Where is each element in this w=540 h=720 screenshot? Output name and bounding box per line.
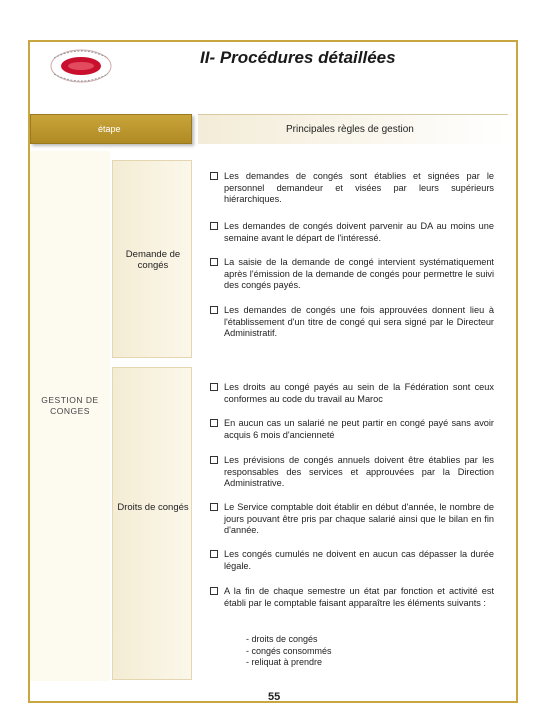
column-header-etape-label: étape — [98, 124, 121, 134]
rule-item: Le Service comptable doit établir en début d'année, le nombre de jours pouvant être pris par chaque salarié ainsi que le bilan en fin d'année. — [210, 502, 494, 537]
checkbox-bullet-icon — [210, 258, 218, 266]
sub-list — [246, 634, 332, 669]
step-cell-demande — [112, 160, 192, 358]
federation-logo — [46, 46, 116, 86]
checkbox-bullet-icon — [210, 503, 218, 511]
column-header-regles-label: Principales règles de gestion — [286, 124, 414, 135]
rule-item: En aucun cas un salarié ne peut partir en congé payé sans avoir acquis 6 mois d'ancienneté — [210, 418, 494, 441]
column-header-regles — [198, 114, 508, 144]
checkbox-bullet-icon — [210, 550, 218, 558]
checkbox-bullet-icon — [210, 383, 218, 391]
rule-item: Les demandes de congés une fois approuvées donnent lieu à l'établissement d'un titre de congé qui sera signé par le Directeur Administratif. — [210, 305, 494, 340]
column-header-etape — [30, 114, 192, 144]
sub-list-item: - droits de congés — [246, 634, 318, 644]
step-label-demande: Demande de congés — [125, 249, 181, 271]
page-title: II- Procédures détaillées — [200, 48, 396, 67]
step-label-droits: Droits de congés — [117, 502, 189, 513]
checkbox-bullet-icon — [210, 587, 218, 595]
rule-item: Les demandes de congés doivent parvenir au DA au moins une semaine avant le départ de l'intéressé. — [210, 221, 494, 244]
rule-item: La saisie de la demande de congé intervient systématiquement après l'émission de la demande de congés pour permettre le suivi des congés payés. — [210, 257, 494, 292]
checkbox-bullet-icon — [210, 419, 218, 427]
sub-list-item: - congés consommés — [246, 645, 332, 656]
rule-item: Les congés cumulés ne doivent en aucun cas dépasser la durée légale. — [210, 549, 494, 572]
rule-item: A la fin de chaque semestre un état par fonction et activité est établi par le comptable faisant apparaître les éléments suivants : — [210, 586, 494, 609]
section-label: GESTION DE CONGES — [41, 395, 99, 416]
sub-list-item: - reliquat à prendre — [246, 657, 323, 667]
checkbox-bullet-icon — [210, 222, 218, 230]
checkbox-bullet-icon — [210, 306, 218, 314]
rule-item: Les prévisions de congés annuels doivent être établies par les responsables des services et approuvées par la Direction Administrative. — [210, 455, 494, 490]
step-cell-droits — [112, 367, 192, 680]
rule-item: Les droits au congé payés au sein de la Fédération sont ceux conformes au code du travail au Maroc — [210, 382, 494, 405]
page-number: 55 — [268, 691, 281, 703]
checkbox-bullet-icon — [210, 172, 218, 180]
checkbox-bullet-icon — [210, 456, 218, 464]
rule-item: Les demandes de congés sont établies et signées par le personnel demandeur et visées par leurs supérieurs hiérarchiques. — [210, 171, 494, 206]
